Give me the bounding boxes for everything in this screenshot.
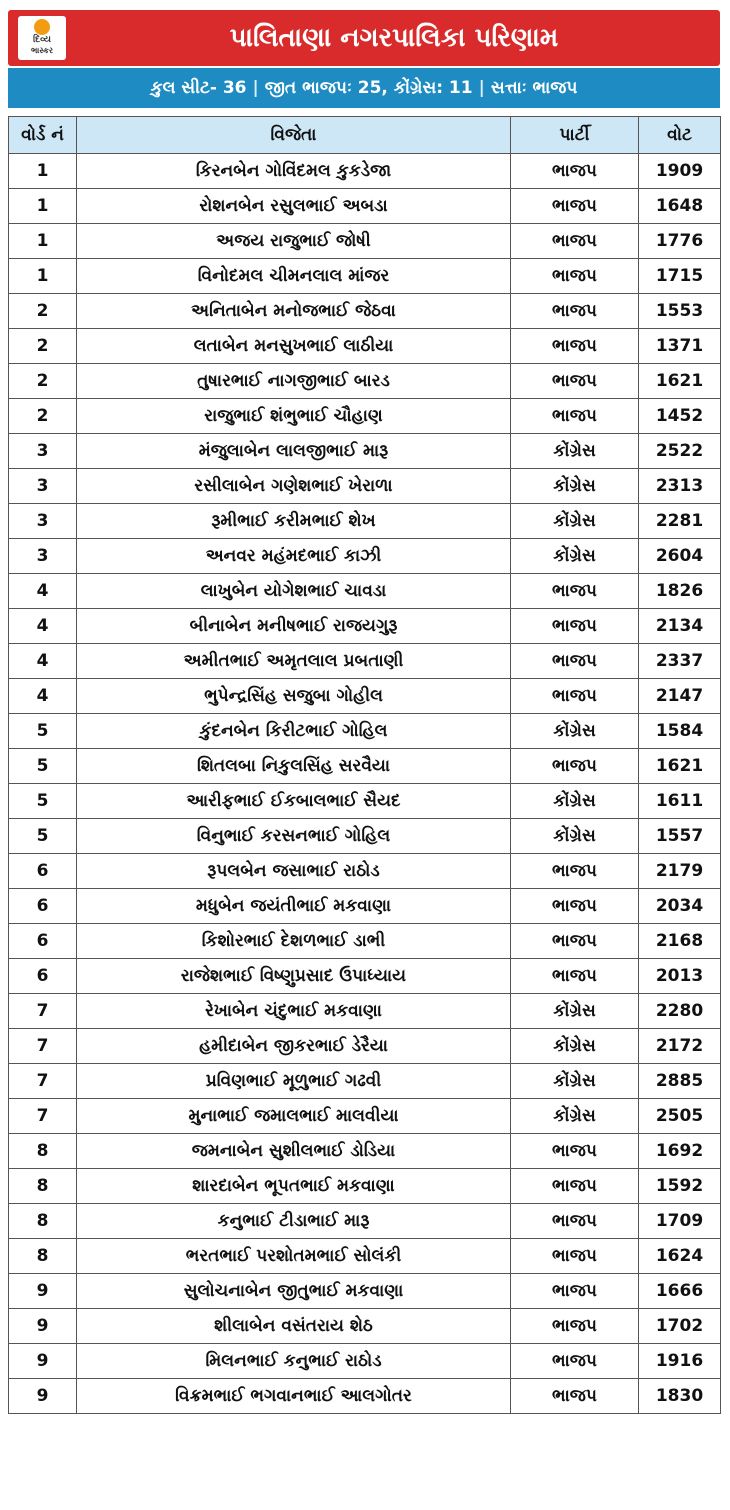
winner-name-cell: લતાબેન મનસુખભાઈ લાઠીયા bbox=[77, 329, 511, 364]
table-row bbox=[9, 1099, 721, 1134]
ward-cell: 9 bbox=[9, 1309, 77, 1344]
ward-cell: 9 bbox=[9, 1344, 77, 1379]
winner-name-cell: પ્રવિણભાઈ મૂળુભાઈ ગઢવી bbox=[77, 1064, 511, 1099]
votes-cell: 2172 bbox=[639, 1029, 721, 1064]
ward-cell: 4 bbox=[9, 609, 77, 644]
table-row bbox=[9, 819, 721, 854]
winner-name-cell: અમીતભાઈ અમૃતલાલ પ્રબતાણી bbox=[77, 644, 511, 679]
total-seats-text: કુલ સીટ- 36 bbox=[150, 78, 247, 98]
votes-cell: 1621 bbox=[639, 749, 721, 784]
table-row bbox=[9, 1204, 721, 1239]
votes-cell: 2505 bbox=[639, 1099, 721, 1134]
table-row bbox=[9, 994, 721, 1029]
party-cell: ભાજપ bbox=[511, 1309, 639, 1344]
table-row bbox=[9, 574, 721, 609]
table-row bbox=[9, 889, 721, 924]
table-row bbox=[9, 1379, 721, 1414]
wins-text: જીત ભાજપઃ 25, કોંગ્રેસ: 11 bbox=[264, 78, 473, 98]
party-cell: ભાજપ bbox=[511, 399, 639, 434]
winner-name-cell: સુલોચનાબેન જીતુભાઈ મકવાણા bbox=[77, 1274, 511, 1309]
winner-name-cell: મંજુલાબેન લાલજીભાઈ મારૂ bbox=[77, 434, 511, 469]
ward-cell: 4 bbox=[9, 644, 77, 679]
ward-cell: 7 bbox=[9, 1064, 77, 1099]
ward-cell: 5 bbox=[9, 819, 77, 854]
party-cell: ભાજપ bbox=[511, 1239, 639, 1274]
votes-cell: 1557 bbox=[639, 819, 721, 854]
party-cell: કોંગ્રેસ bbox=[511, 714, 639, 749]
power-text: સત્તાઃ ભાજપ bbox=[490, 78, 578, 98]
winner-name-cell: રાજેશભાઈ વિષ્ણુપ્રસાદ ઉપાધ્યાય bbox=[77, 959, 511, 994]
table-row bbox=[9, 224, 721, 259]
winner-name-cell: લાખુબેન યોગેશભાઈ ચાવડા bbox=[77, 574, 511, 609]
votes-cell: 1666 bbox=[639, 1274, 721, 1309]
table-row bbox=[9, 469, 721, 504]
table-row bbox=[9, 189, 721, 224]
votes-cell: 2013 bbox=[639, 959, 721, 994]
votes-cell: 1709 bbox=[639, 1204, 721, 1239]
winner-name-cell: રસીલાબેન ગણેશભાઈ ખેરાળા bbox=[77, 469, 511, 504]
table-row bbox=[9, 434, 721, 469]
table-row bbox=[9, 154, 721, 189]
winner-name-cell: મધુબેન જયંતીભાઈ મકવાણા bbox=[77, 889, 511, 924]
ward-cell: 2 bbox=[9, 294, 77, 329]
winner-name-cell: રૂમીભાઈ કરીમભાઈ શેખ bbox=[77, 504, 511, 539]
table-row bbox=[9, 1274, 721, 1309]
title-bar bbox=[8, 10, 720, 66]
winner-name-cell: આરીફભાઈ ઈકબાલભાઈ સૈયદ bbox=[77, 784, 511, 819]
votes-cell: 1452 bbox=[639, 399, 721, 434]
votes-cell: 1830 bbox=[639, 1379, 721, 1414]
logo-text-line1: દિવ્ય bbox=[33, 35, 51, 45]
table-row bbox=[9, 1134, 721, 1169]
winner-name-cell: રોશનબેન રસુલભાઈ અબડા bbox=[77, 189, 511, 224]
votes-cell: 2168 bbox=[639, 924, 721, 959]
party-cell: કોંગ્રેસ bbox=[511, 784, 639, 819]
table-row bbox=[9, 1344, 721, 1379]
winner-column-header: વિજેતા bbox=[77, 117, 511, 154]
ward-cell: 8 bbox=[9, 1134, 77, 1169]
party-cell: કોંગ્રેસ bbox=[511, 1029, 639, 1064]
votes-cell: 2034 bbox=[639, 889, 721, 924]
party-cell: ભાજપ bbox=[511, 924, 639, 959]
table-row bbox=[9, 749, 721, 784]
winner-name-cell: ભુપેન્દ્રસિંહ સજુબા ગોહીલ bbox=[77, 679, 511, 714]
party-cell: કોંગ્રેસ bbox=[511, 434, 639, 469]
votes-cell: 2522 bbox=[639, 434, 721, 469]
votes-cell: 2147 bbox=[639, 679, 721, 714]
divider: | bbox=[478, 78, 485, 98]
party-cell: ભાજપ bbox=[511, 749, 639, 784]
votes-cell: 1715 bbox=[639, 259, 721, 294]
table-row bbox=[9, 259, 721, 294]
table-row bbox=[9, 539, 721, 574]
winner-name-cell: શિતલબા નિકુલસિંહ સરવૈયા bbox=[77, 749, 511, 784]
table-row bbox=[9, 1169, 721, 1204]
winner-name-cell: અનવર મહંમદભાઈ કાઝી bbox=[77, 539, 511, 574]
ward-cell: 1 bbox=[9, 224, 77, 259]
votes-cell: 2134 bbox=[639, 609, 721, 644]
ward-cell: 4 bbox=[9, 574, 77, 609]
table-row bbox=[9, 1029, 721, 1064]
winner-name-cell: કિશોરભાઈ દેશળભાઈ ડાભી bbox=[77, 924, 511, 959]
votes-cell: 2337 bbox=[639, 644, 721, 679]
winner-name-cell: તુષારભાઈ નાગજીભાઈ બારડ bbox=[77, 364, 511, 399]
votes-cell: 1624 bbox=[639, 1239, 721, 1274]
winner-name-cell: કિરનબેન ગોવિંદમલ કુકડેજા bbox=[77, 154, 511, 189]
party-cell: કોંગ્રેસ bbox=[511, 539, 639, 574]
party-cell: ભાજપ bbox=[511, 1134, 639, 1169]
ward-cell: 7 bbox=[9, 1029, 77, 1064]
table-body bbox=[9, 154, 721, 1414]
party-cell: ભાજપ bbox=[511, 294, 639, 329]
party-cell: ભાજપ bbox=[511, 224, 639, 259]
winner-name-cell: કનુભાઈ ટીડાભાઈ મારૂ bbox=[77, 1204, 511, 1239]
ward-cell: 1 bbox=[9, 154, 77, 189]
party-cell: ભાજપ bbox=[511, 679, 639, 714]
votes-cell: 2179 bbox=[639, 854, 721, 889]
votes-cell: 1909 bbox=[639, 154, 721, 189]
ward-cell: 8 bbox=[9, 1204, 77, 1239]
votes-cell: 2281 bbox=[639, 504, 721, 539]
ward-cell: 6 bbox=[9, 924, 77, 959]
table-row bbox=[9, 399, 721, 434]
table-row bbox=[9, 714, 721, 749]
votes-cell: 2313 bbox=[639, 469, 721, 504]
ward-column-header: વોર્ડ નં bbox=[9, 117, 77, 154]
table-row bbox=[9, 504, 721, 539]
votes-cell: 1584 bbox=[639, 714, 721, 749]
votes-cell: 1648 bbox=[639, 189, 721, 224]
sun-icon bbox=[34, 19, 50, 35]
winner-name-cell: શીલાબેન વસંતરાય શેઠ bbox=[77, 1309, 511, 1344]
votes-cell: 2885 bbox=[639, 1064, 721, 1099]
table-row bbox=[9, 1309, 721, 1344]
table-row bbox=[9, 854, 721, 889]
party-cell: ભાજપ bbox=[511, 889, 639, 924]
votes-cell: 1621 bbox=[639, 364, 721, 399]
table-row bbox=[9, 644, 721, 679]
party-column-header: પાર્ટી bbox=[511, 117, 639, 154]
ward-cell: 1 bbox=[9, 189, 77, 224]
winner-name-cell: કુંદનબેન કિરીટભાઈ ગોહિલ bbox=[77, 714, 511, 749]
ward-cell: 5 bbox=[9, 749, 77, 784]
winner-name-cell: ભરતભાઈ પરશોતમભાઈ સોલંકી bbox=[77, 1239, 511, 1274]
votes-cell: 2280 bbox=[639, 994, 721, 1029]
table-row bbox=[9, 924, 721, 959]
votes-cell: 1916 bbox=[639, 1344, 721, 1379]
votes-cell: 2604 bbox=[639, 539, 721, 574]
ward-cell: 1 bbox=[9, 259, 77, 294]
party-cell: કોંગ્રેસ bbox=[511, 1099, 639, 1134]
winner-name-cell: જમનાબેન સુશીલભાઈ ડોડિયા bbox=[77, 1134, 511, 1169]
votes-cell: 1776 bbox=[639, 224, 721, 259]
table-row bbox=[9, 679, 721, 714]
winner-name-cell: અજય રાજુભાઈ જોષી bbox=[77, 224, 511, 259]
votes-cell: 1611 bbox=[639, 784, 721, 819]
winner-name-cell: મિલનભાઈ કનુભાઈ રાઠોડ bbox=[77, 1344, 511, 1379]
party-cell: ભાજપ bbox=[511, 329, 639, 364]
party-cell: ભાજપ bbox=[511, 1344, 639, 1379]
results-table bbox=[8, 116, 721, 1414]
ward-cell: 4 bbox=[9, 679, 77, 714]
summary-bar bbox=[8, 68, 720, 108]
party-cell: કોંગ્રેસ bbox=[511, 469, 639, 504]
votes-cell: 1371 bbox=[639, 329, 721, 364]
votes-column-header: વોટ bbox=[639, 117, 721, 154]
ward-cell: 2 bbox=[9, 329, 77, 364]
party-cell: ભાજપ bbox=[511, 189, 639, 224]
ward-cell: 3 bbox=[9, 504, 77, 539]
ward-cell: 6 bbox=[9, 889, 77, 924]
table-row bbox=[9, 784, 721, 819]
table-row bbox=[9, 1239, 721, 1274]
votes-cell: 1702 bbox=[639, 1309, 721, 1344]
party-cell: કોંગ્રેસ bbox=[511, 994, 639, 1029]
winner-name-cell: મુનાભાઈ જમાલભાઈ માલવીયા bbox=[77, 1099, 511, 1134]
ward-cell: 3 bbox=[9, 539, 77, 574]
party-cell: કોંગ્રેસ bbox=[511, 504, 639, 539]
party-cell: ભાજપ bbox=[511, 644, 639, 679]
winner-name-cell: વિનુભાઈ કરસનભાઈ ગોહિલ bbox=[77, 819, 511, 854]
ward-cell: 8 bbox=[9, 1239, 77, 1274]
votes-cell: 1592 bbox=[639, 1169, 721, 1204]
ward-cell: 9 bbox=[9, 1379, 77, 1414]
logo-text-line2: ભાસ્કર bbox=[30, 46, 54, 55]
winner-name-cell: રૂપલબેન જસાભાઈ રાઠોડ bbox=[77, 854, 511, 889]
ward-cell: 7 bbox=[9, 994, 77, 1029]
ward-cell: 9 bbox=[9, 1274, 77, 1309]
winner-name-cell: વિનોદમલ ચીમનલાલ માંજર bbox=[77, 259, 511, 294]
winner-name-cell: અનિતાબેન મનોજભાઈ જેઠવા bbox=[77, 294, 511, 329]
party-cell: ભાજપ bbox=[511, 959, 639, 994]
table-row bbox=[9, 609, 721, 644]
party-cell: ભાજપ bbox=[511, 259, 639, 294]
divider: | bbox=[252, 78, 259, 98]
table-row bbox=[9, 329, 721, 364]
divya-bhaskar-logo bbox=[18, 16, 66, 60]
ward-cell: 2 bbox=[9, 364, 77, 399]
party-cell: ભાજપ bbox=[511, 854, 639, 889]
header-row bbox=[9, 117, 721, 154]
party-cell: ભાજપ bbox=[511, 1274, 639, 1309]
ward-cell: 8 bbox=[9, 1169, 77, 1204]
party-cell: ભાજપ bbox=[511, 364, 639, 399]
ward-cell: 3 bbox=[9, 434, 77, 469]
winner-name-cell: રાજુભાઈ શંભુભાઈ ચૌહાણ bbox=[77, 399, 511, 434]
winner-name-cell: શારદાબેન ભૂપતભાઈ મકવાણા bbox=[77, 1169, 511, 1204]
party-cell: ભાજપ bbox=[511, 154, 639, 189]
ward-cell: 2 bbox=[9, 399, 77, 434]
party-cell: કોંગ્રેસ bbox=[511, 1064, 639, 1099]
winner-name-cell: રેખાબેન ચંદુભાઈ મકવાણા bbox=[77, 994, 511, 1029]
votes-cell: 1826 bbox=[639, 574, 721, 609]
party-cell: ભાજપ bbox=[511, 609, 639, 644]
ward-cell: 3 bbox=[9, 469, 77, 504]
table-row bbox=[9, 364, 721, 399]
table-row bbox=[9, 294, 721, 329]
winner-name-cell: બીનાબેન મનીષભાઈ રાજયગુરૂ bbox=[77, 609, 511, 644]
page-title: પાલિતાણા નગરપાલિકા પરિણામ bbox=[229, 23, 559, 53]
table-row bbox=[9, 1064, 721, 1099]
party-cell: ભાજપ bbox=[511, 1169, 639, 1204]
party-cell: કોંગ્રેસ bbox=[511, 819, 639, 854]
ward-cell: 6 bbox=[9, 959, 77, 994]
votes-cell: 1553 bbox=[639, 294, 721, 329]
ward-cell: 5 bbox=[9, 714, 77, 749]
winner-name-cell: વિક્રમભાઈ ભગવાનભાઈ આલગોતર bbox=[77, 1379, 511, 1414]
ward-cell: 6 bbox=[9, 854, 77, 889]
party-cell: ભાજપ bbox=[511, 574, 639, 609]
table-row bbox=[9, 959, 721, 994]
party-cell: ભાજપ bbox=[511, 1204, 639, 1239]
ward-cell: 7 bbox=[9, 1099, 77, 1134]
winner-name-cell: હમીદાબેન જીકરભાઈ ડેરૈયા bbox=[77, 1029, 511, 1064]
ward-cell: 5 bbox=[9, 784, 77, 819]
votes-cell: 1692 bbox=[639, 1134, 721, 1169]
party-cell: ભાજપ bbox=[511, 1379, 639, 1414]
